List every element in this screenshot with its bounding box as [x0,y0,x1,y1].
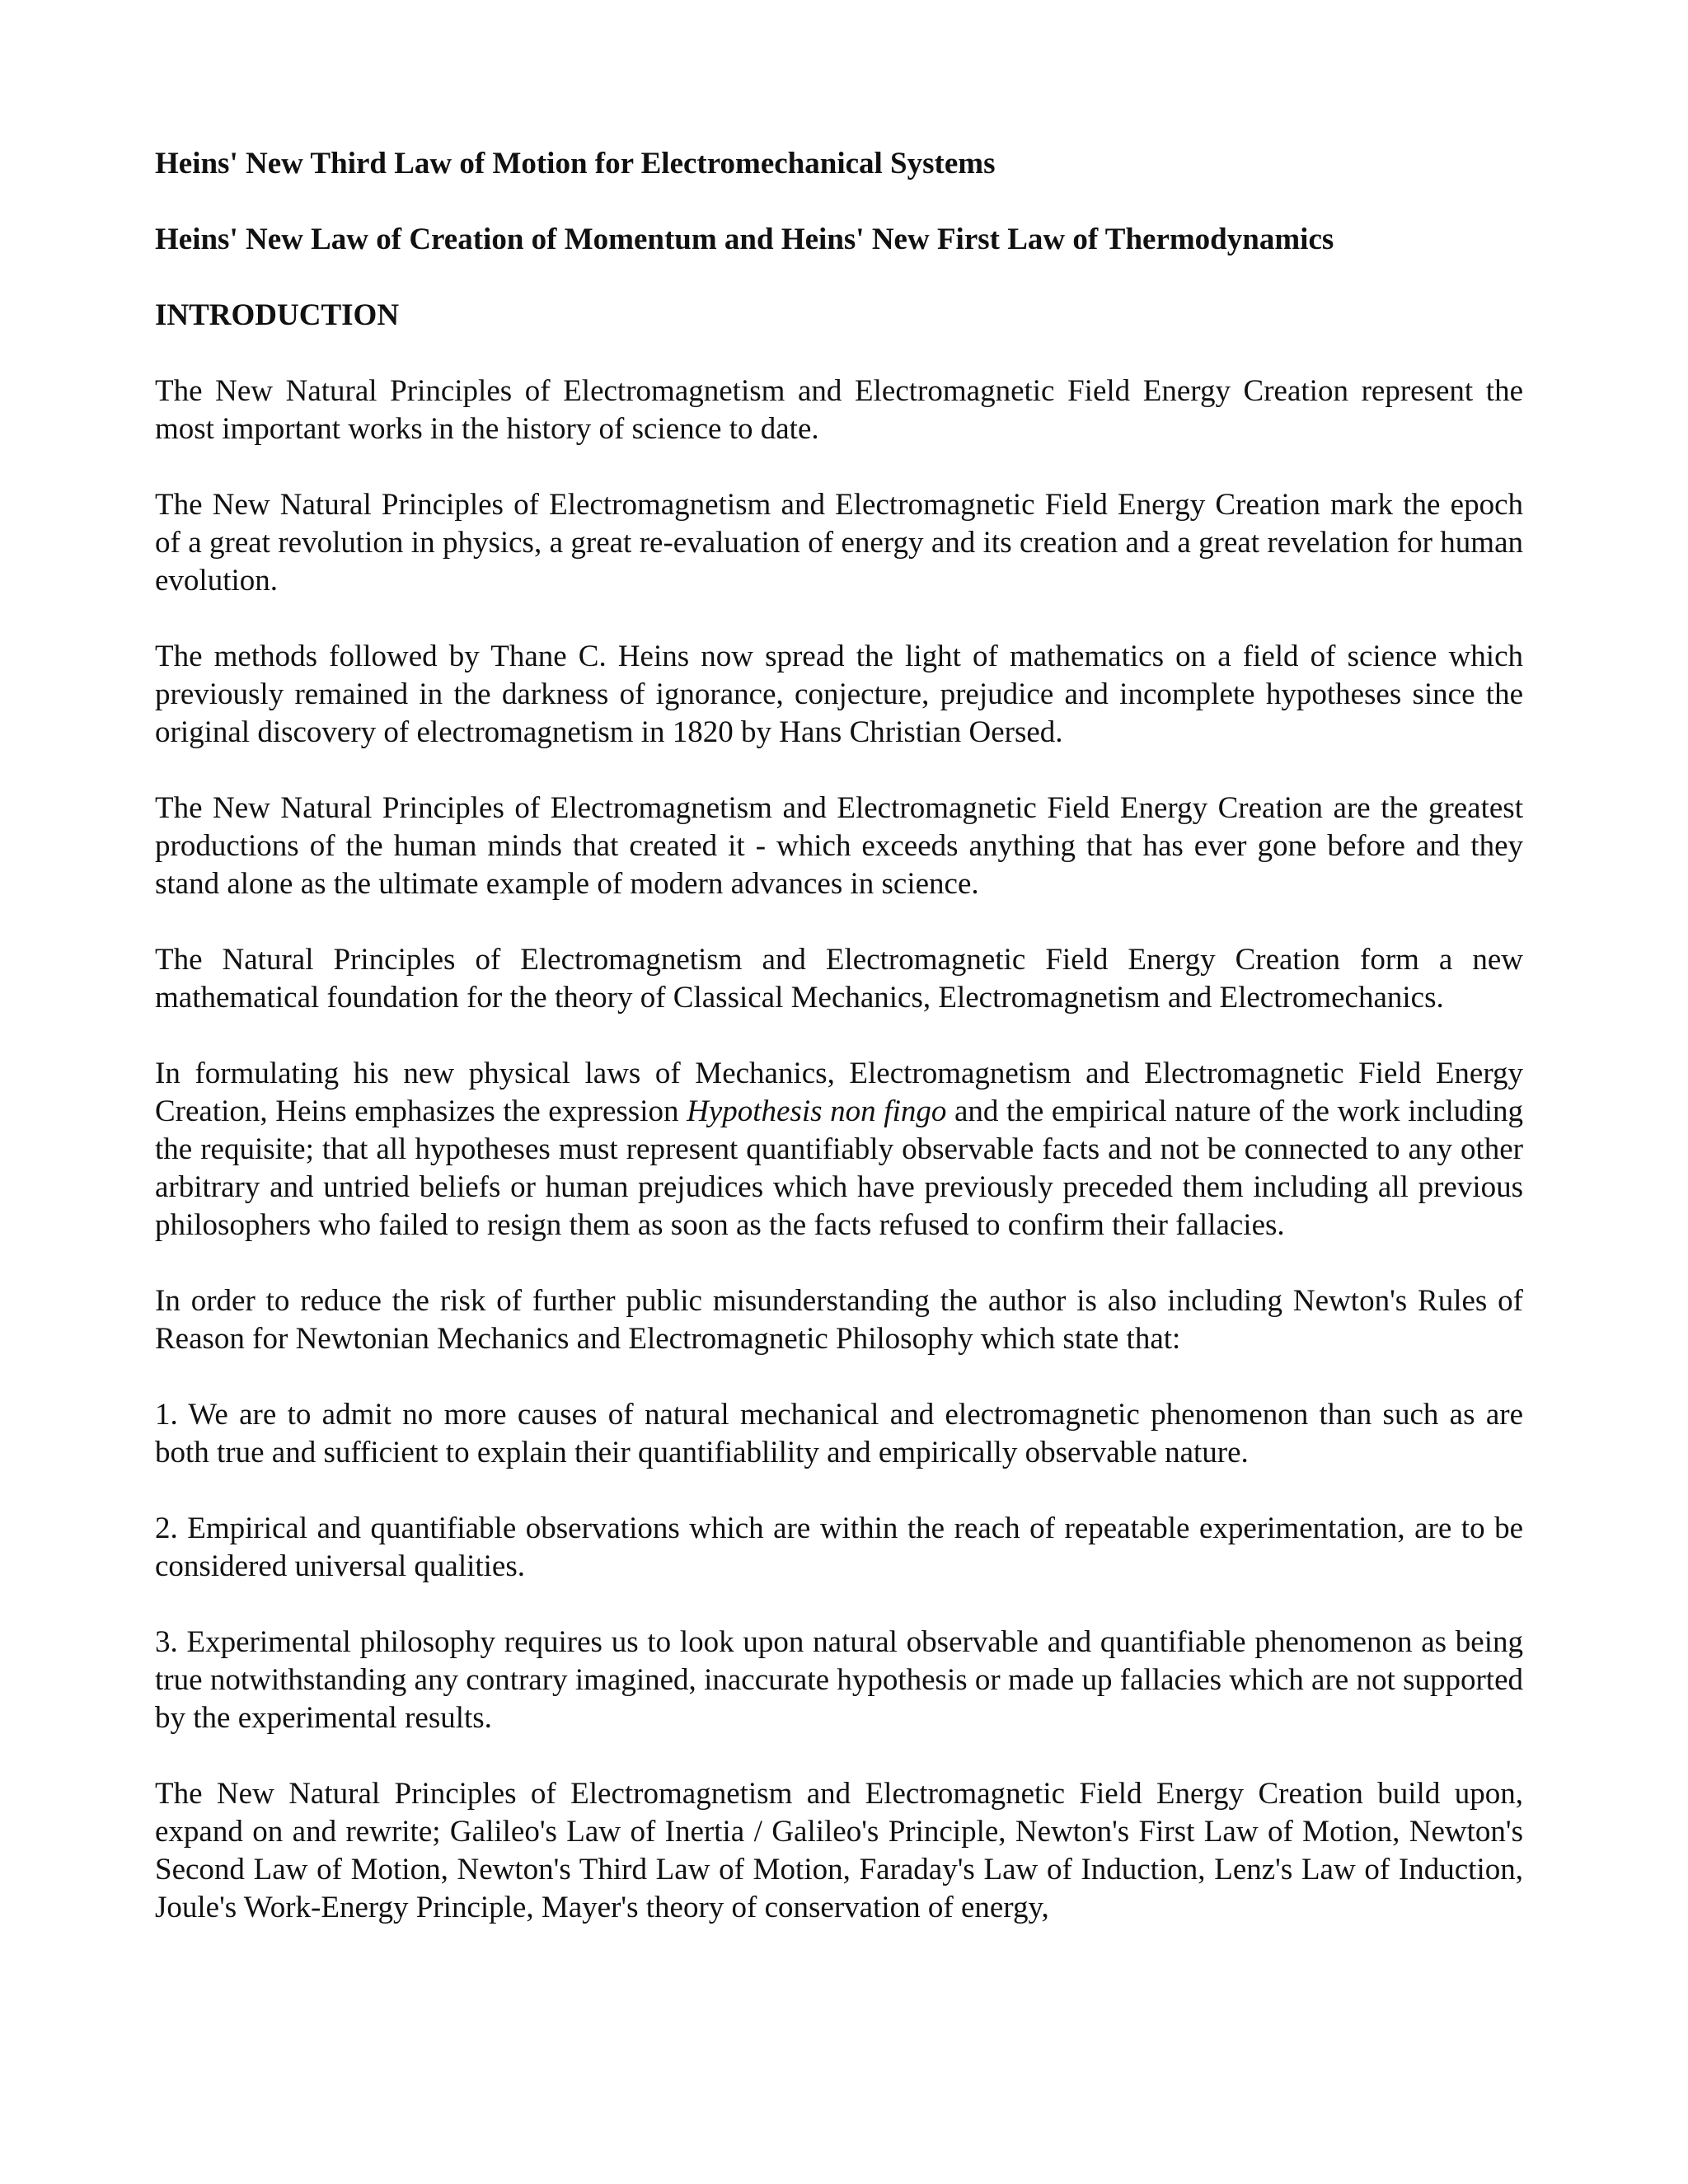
document-page [155,145,1523,1927]
hypothesis-text-before: In formulating his new physical laws of Mechanics, Electromagnetism and Electromagnetic Field Energy Creation, Heins emphasizes the expression [155,1057,1523,1128]
document-subtitle: Heins' New Law of Creation of Momentum and Heins' New First Law of Thermodynamics [155,223,1334,256]
rule-item-3: 3. Experimental philosophy requires us to look upon natural observable and quantifiable phenomenon as being true notwithstanding any contrary imagined, inaccurate hypothesis or made up fallacies which are not supported by the experimental results. [155,1625,1523,1735]
section-heading-introduction: INTRODUCTION [155,298,400,332]
rule-item-1: 1. We are to admit no more causes of natural mechanical and electromagnetic phenomenon than such as are both true and sufficient to explain their quantifiablility and empirically observable nature. [155,1398,1523,1469]
paragraph: The New Natural Principles of Electromagnetism and Electromagnetic Field Energy Creation mark the epoch of a great revolution in physics, a great re-evaluation of energy and its creation and a great revelation for human evolution. [155,488,1523,598]
paragraph: The New Natural Principles of Electromagnetism and Electromagnetic Field Energy Creation are the greatest productions of the human minds that created it - which exceeds anything that has ever gone before and they stand alone as the ultimate example of modern advances in science. [155,791,1523,901]
hypothesis-text-after: and the empirical nature of the work including the requisite; that all hypotheses must represent quantifiably observable facts and not be connected to any other arbitrary and untried beliefs or human prejudices which have previously preceded them including all previous philosophers who failed to resign them as soon as the facts refused to confirm their fallacies. [155,1094,1524,1242]
paragraph: The New Natural Principles of Electromagnetism and Electromagnetic Field Energy Creation represent the most important works in the history of science to date. [155,374,1523,446]
hypothesis-italic-phrase: Hypothesis non fingo [687,1094,947,1128]
paragraph-newton-rules-intro: In order to reduce the risk of further public misunderstanding the author is also including Newton's Rules of Reason for Newtonian Mechanics and Electromagnetic Philosophy which state that: [155,1284,1523,1356]
hypothesis-paragraph [155,1055,1523,1244]
paragraph-build-upon: The New Natural Principles of Electromagnetism and Electromagnetic Field Energy Creation build upon, expand on and rewrite; Galileo's Law of Inertia / Galileo's Principle, Newton's First Law of Motion, Newton's Second Law of Motion, Newton's Third Law of Motion, Faraday's Law of Induction, Lenz's Law of Induction, Joule's Work-Energy Principle, Mayer's theory of conservation of energy, [155,1777,1523,1924]
document-title: Heins' New Third Law of Motion for Electromechanical Systems [155,147,996,180]
paragraph: The methods followed by Thane C. Heins now spread the light of mathematics on a field of science which previously remained in the darkness of ignorance, conjecture, prejudice and incomplete hypotheses since the original discovery of electromagnetism in 1820 by Hans Christian Oersed. [155,640,1523,749]
rule-item-2: 2. Empirical and quantifiable observations which are within the reach of repeatable experimentation, are to be considered universal qualities. [155,1511,1523,1583]
paragraph: The Natural Principles of Electromagnetism and Electromagnetic Field Energy Creation form a new mathematical foundation for the theory of Classical Mechanics, Electromagnetism and Electromechanics. [155,943,1523,1015]
